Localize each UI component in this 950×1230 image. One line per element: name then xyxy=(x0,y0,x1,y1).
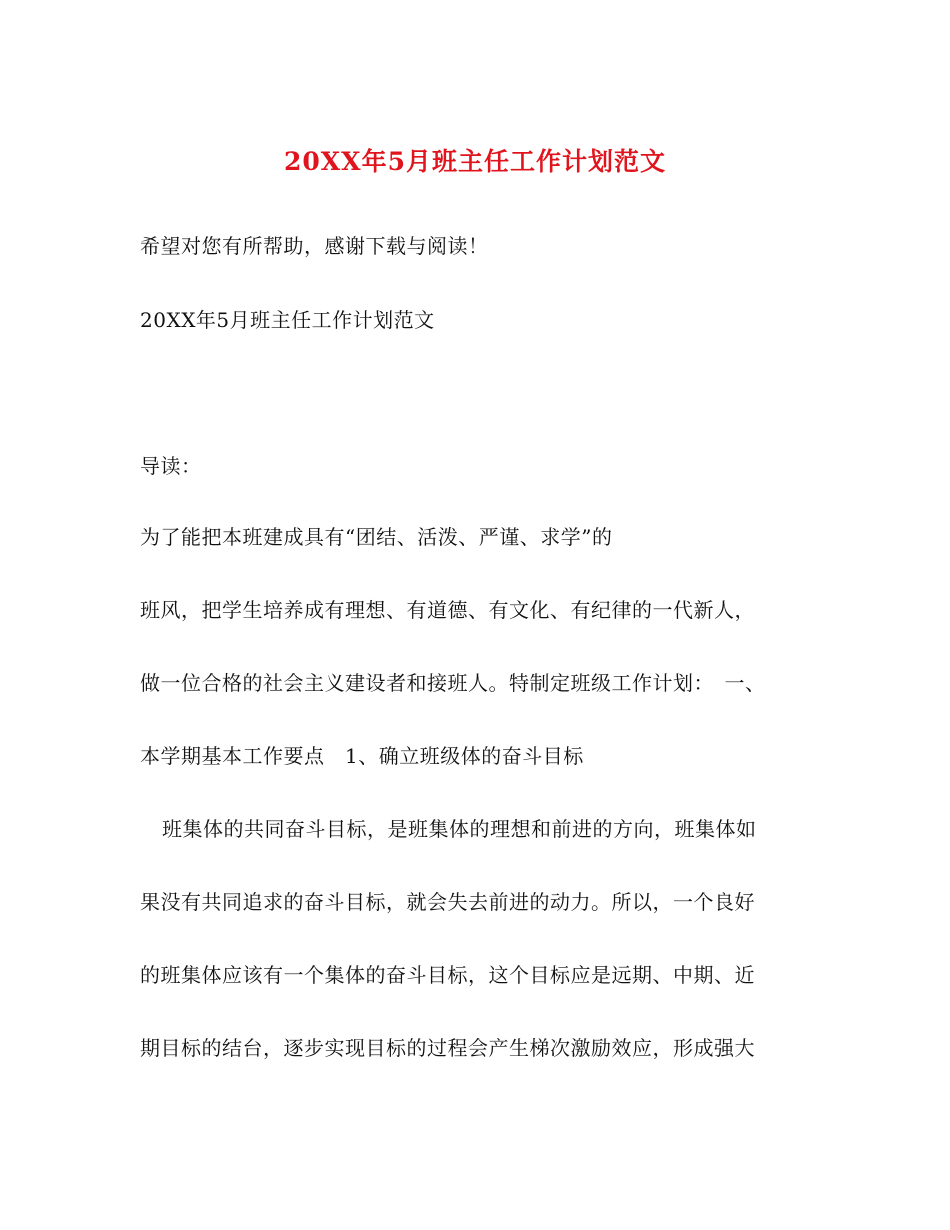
paragraph-line: 班风，把学生培养成有理想、有道德、有文化、有纪律的一代新人， xyxy=(140,598,755,622)
subtitle-line: 20XX年5月班主任工作计划范文 xyxy=(140,308,435,332)
paragraph-line: 期目标的结台，逐步实现目标的过程会产生梯次激励效应，形成强大 xyxy=(140,1036,755,1060)
paragraph-line: 班集体的共同奋斗目标，是班集体的理想和前进的方向，班集体如 xyxy=(162,817,757,841)
document-title: 20XX年5月班主任工作计划范文 xyxy=(284,147,666,176)
guide-heading: 导读： xyxy=(140,454,202,478)
paragraph-line: 的班集体应该有一个集体的奋斗目标，这个目标应是远期、中期、近 xyxy=(140,963,755,987)
paragraph-line: 做一位合格的社会主义建设者和接班人。特制定班级工作计划： 一、 xyxy=(140,671,766,695)
intro-line: 希望对您有所帮助，感谢下载与阅读！ xyxy=(140,234,489,258)
paragraph-line: 为了能把本班建成具有“团结、活泼、严谨、求学”的 xyxy=(140,525,613,549)
paragraph-line: 本学期基本工作要点 1、确立班级体的奋斗目标 xyxy=(140,744,584,768)
paragraph-line: 果没有共同追求的奋斗目标，就会失去前进的动力。所以，一个良好 xyxy=(140,890,755,914)
